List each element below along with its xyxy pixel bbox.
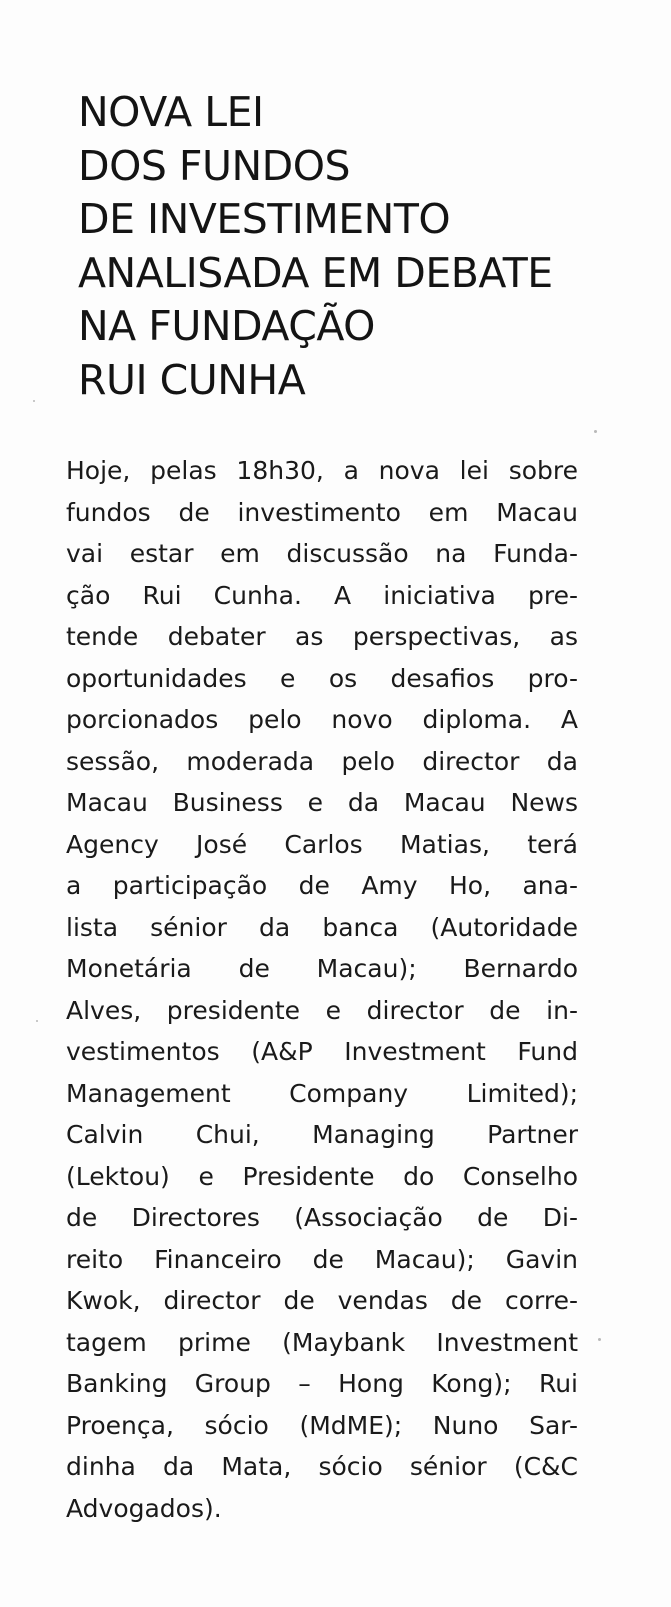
paper-speck [598, 1338, 601, 1341]
headline-line: ANALISADA EM DEBATE [78, 248, 553, 297]
paper-speck [36, 1020, 38, 1022]
body-line: Calvin Chui, Managing Partner [66, 1120, 578, 1149]
body-line: (Lektou) e Presidente do Conselho [66, 1161, 578, 1191]
body-line: Banking Group – Hong Kong); Rui [66, 1369, 578, 1398]
body-line: vai estar em discussão na Funda- [66, 539, 578, 568]
body-line: tagem prime (Maybank Investment [66, 1327, 578, 1357]
headline-line: DE INVESTIMENTO [78, 195, 451, 243]
body-line: fundos de investimento em Macau [66, 497, 578, 527]
body-line: Hoje, pelas 18h30, a nova lei sobre [66, 456, 578, 485]
body-line: Macau Business e da Macau News [66, 788, 578, 817]
body-line: Agency José Carlos Matias, terá [66, 829, 578, 859]
headline-line: NA FUNDAÇÃO [78, 302, 375, 350]
body-line: vestimentos (A&P Investment Fund [66, 1037, 578, 1066]
body-line: Advogados). [66, 1493, 222, 1523]
headline-line: DOS FUNDOS [78, 141, 351, 190]
article-body [66, 450, 578, 1529]
body-line: de Directores (Associação de Di- [66, 1203, 578, 1232]
body-line: Proença, sócio (MdME); Nuno Sar- [66, 1410, 578, 1440]
body-line: sessão, moderada pelo director da [66, 746, 578, 776]
body-line: dinha da Mata, sócio sénior (C&C [66, 1452, 578, 1481]
article-headline [78, 86, 638, 407]
body-line: Alves, presidente e director de in- [66, 995, 578, 1025]
body-line: Management Company Limited); [66, 1078, 578, 1108]
headline-line: RUI CUNHA [78, 355, 306, 404]
paper-speck [594, 430, 597, 433]
body-line: lista sénior da banca (Autoridade [66, 912, 578, 942]
body-line: Kwok, director de vendas de corre- [66, 1286, 578, 1315]
body-line: tende debater as perspectivas, as [66, 622, 578, 651]
body-line: porcionados pelo novo diploma. A [66, 705, 578, 734]
headline-line: NOVA LEI [78, 88, 264, 136]
body-line: reito Financeiro de Macau); Gavin [66, 1244, 578, 1274]
body-line: a participação de Amy Ho, ana- [66, 871, 578, 900]
body-line: oportunidades e os desafios pro- [66, 663, 578, 693]
body-line: Monetária de Macau); Bernardo [66, 954, 578, 983]
paper-speck [33, 400, 35, 402]
body-line: ção Rui Cunha. A iniciativa pre- [66, 580, 578, 610]
